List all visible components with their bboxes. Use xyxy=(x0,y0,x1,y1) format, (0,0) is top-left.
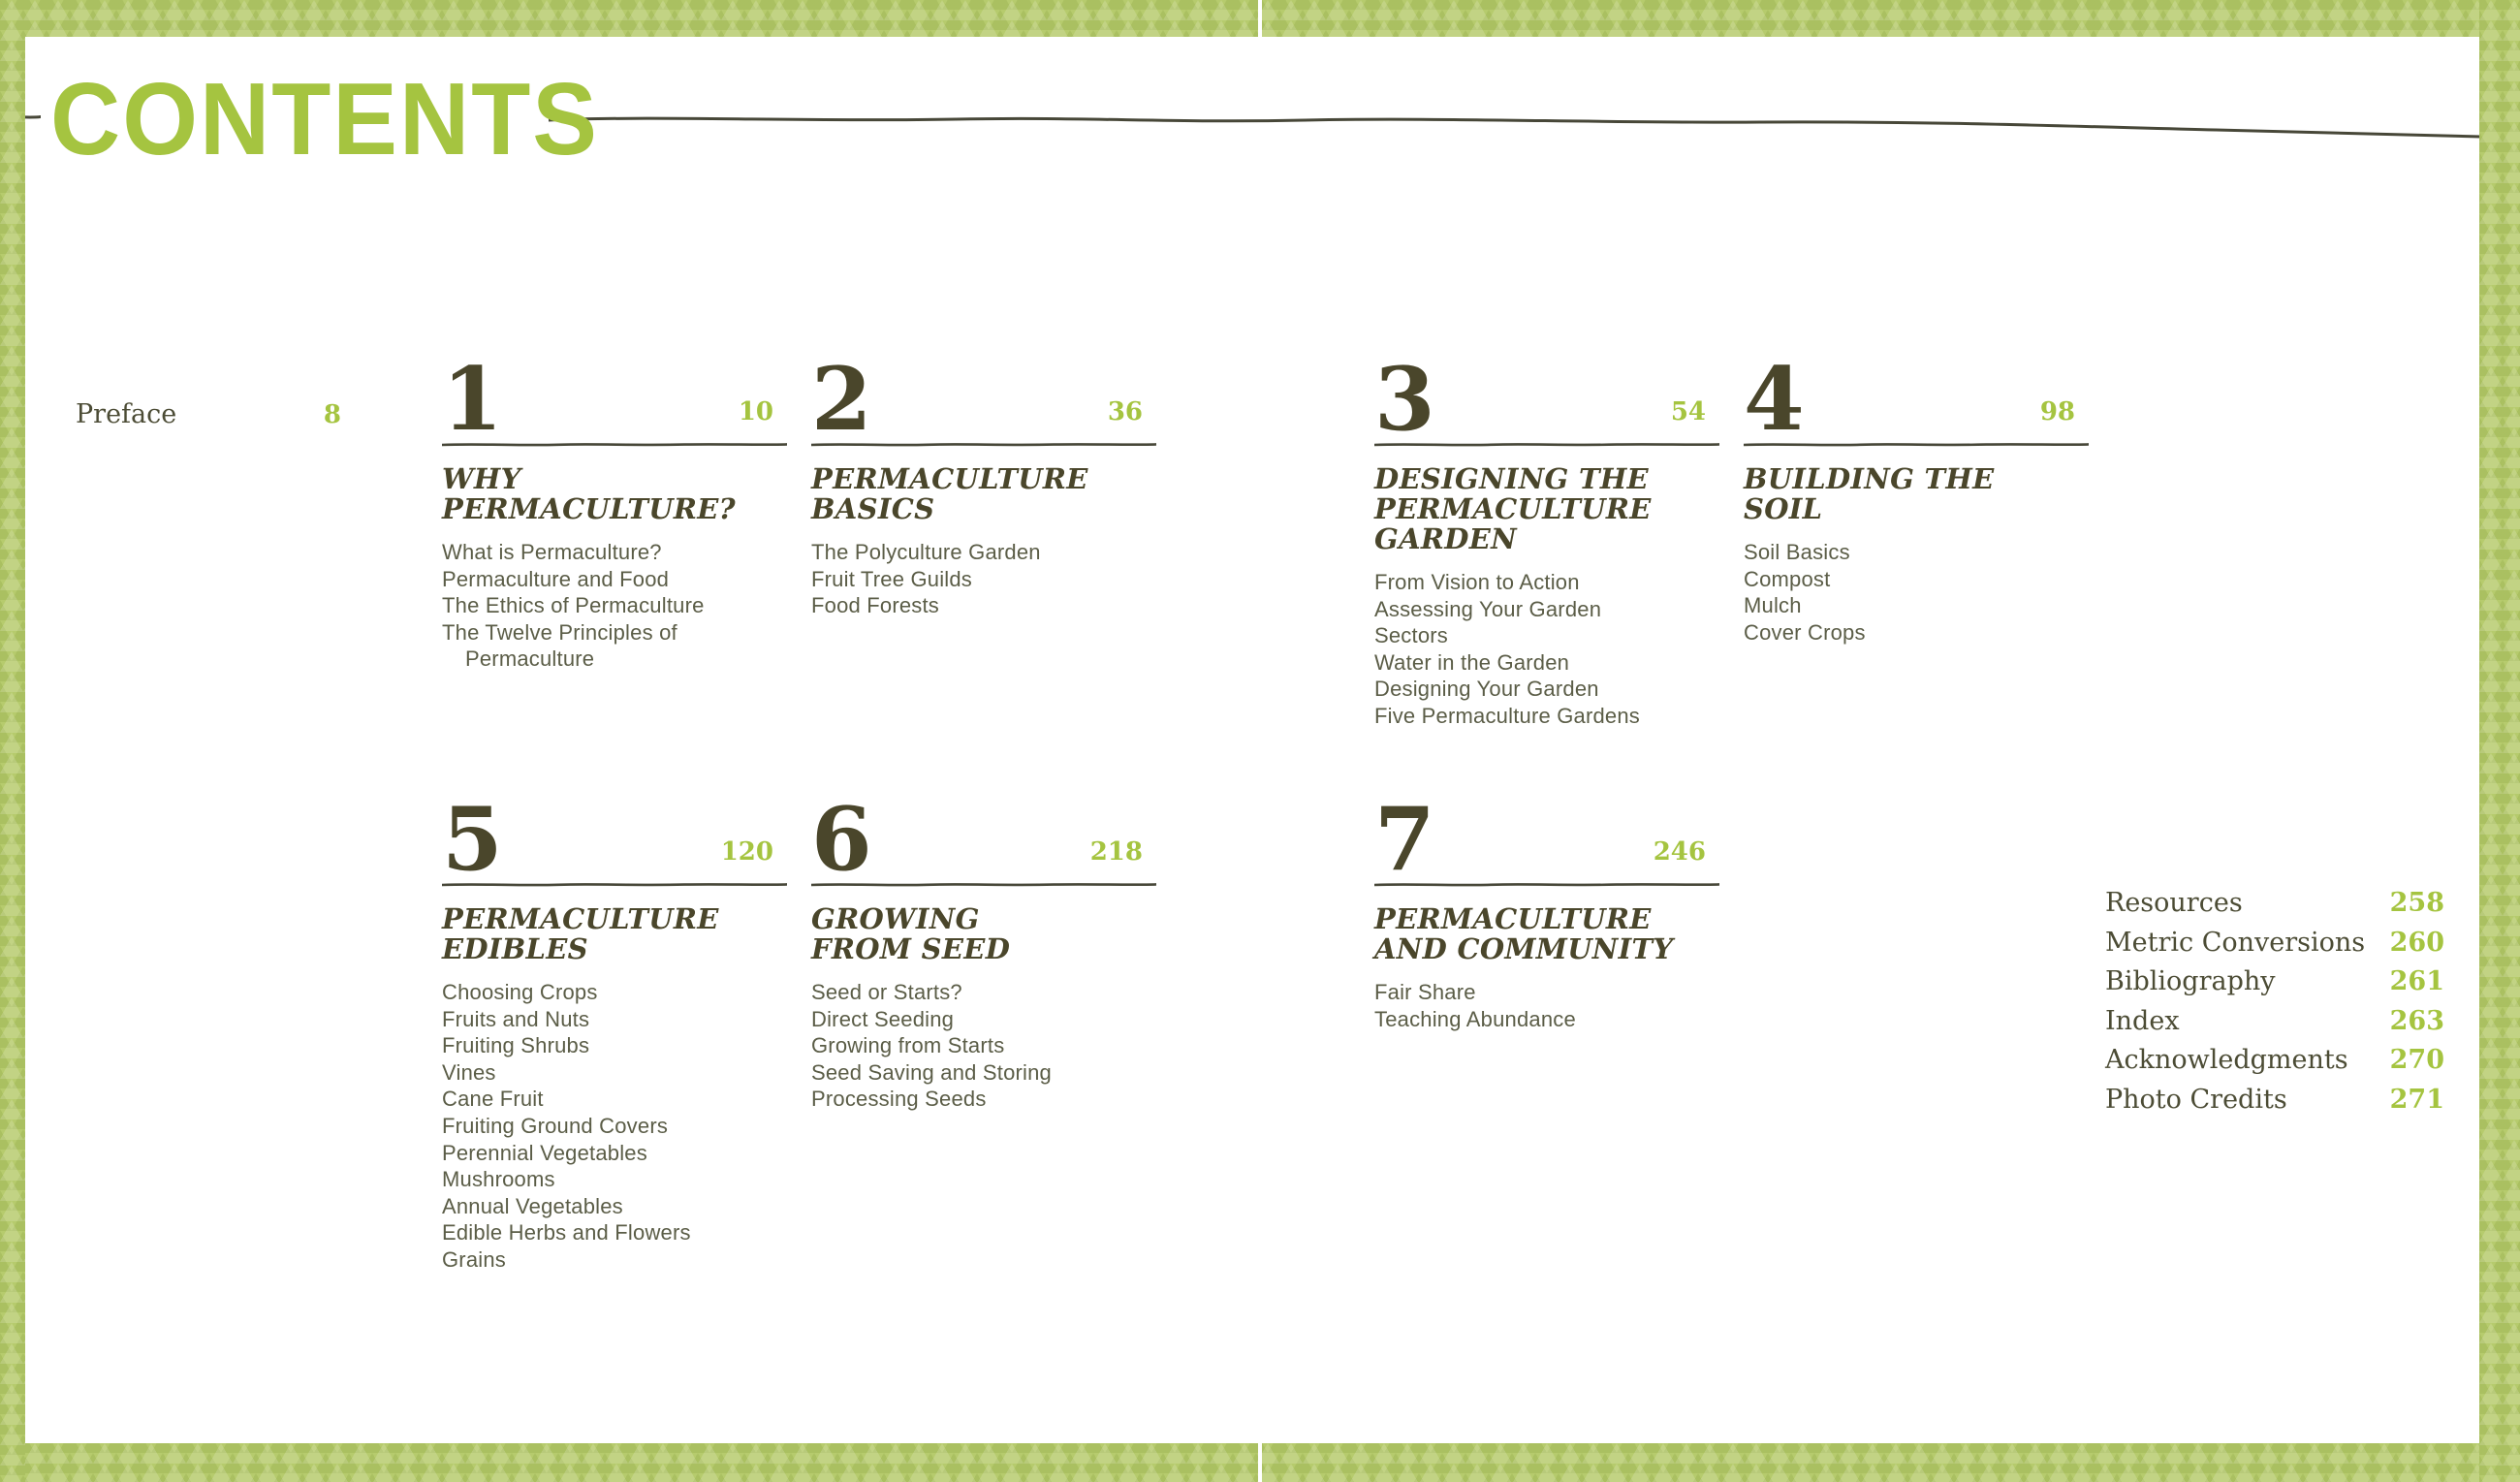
chapter-title-line: BASICS xyxy=(811,492,935,525)
chapter-number: 7 xyxy=(1374,788,1435,891)
chapter-item: Edible Herbs and Flowers xyxy=(442,1220,691,1246)
chapter-title xyxy=(442,464,787,524)
backmatter-label: Resources xyxy=(2105,888,2243,918)
border-right xyxy=(2479,0,2520,1482)
chapter-item: Food Forests xyxy=(811,593,940,618)
chapter-title xyxy=(811,904,1156,964)
preface-page-number: 8 xyxy=(323,400,341,429)
chapter-item: Grains xyxy=(442,1246,506,1272)
chapter-title xyxy=(1744,464,2089,524)
chapter-number: 5 xyxy=(442,788,503,891)
header-rule-right xyxy=(549,109,2520,151)
chapter-number: 4 xyxy=(1744,348,1805,451)
chapter-number: 6 xyxy=(811,788,872,891)
chapter-page-number: 54 xyxy=(1670,397,1706,426)
chapter-item: Sectors xyxy=(1374,623,1448,648)
chapter-title-line: GROWING xyxy=(811,902,980,935)
chapter-item-list xyxy=(1374,979,1719,1032)
chapter-item: Annual Vegetables xyxy=(442,1193,623,1218)
backmatter-row xyxy=(2105,928,2444,958)
chapter-item: Choosing Crops xyxy=(442,980,598,1004)
backmatter-page-number: 261 xyxy=(2389,966,2444,996)
preface-label: Preface xyxy=(76,399,177,429)
chapter-item-list xyxy=(811,539,1156,619)
chapter-block xyxy=(1374,788,1719,1032)
chapter-item: Seed or Starts? xyxy=(811,980,962,1004)
backmatter-label: Photo Credits xyxy=(2105,1084,2287,1115)
chapter-item: Fruit Tree Guilds xyxy=(811,566,973,591)
chapter-title-line: BUILDING THE xyxy=(1744,462,1995,495)
backmatter-label: Metric Conversions xyxy=(2105,927,2366,958)
page-gutter-line-top xyxy=(1258,0,1262,37)
chapter-item: Seed Saving and Storing xyxy=(811,1059,1052,1085)
chapter-item: The Twelve Principles of Permaculture xyxy=(442,619,677,672)
page-title: CONTENTS xyxy=(50,61,599,177)
chapter-item: The Ethics of Permaculture xyxy=(442,593,705,618)
chapter-item: Cane Fruit xyxy=(442,1087,544,1112)
chapter-item: Fair Share xyxy=(1374,980,1476,1004)
chapter-number: 2 xyxy=(811,348,872,451)
chapter-item: Fruiting Shrubs xyxy=(442,1033,590,1058)
chapter-block xyxy=(1744,348,2089,646)
chapter-item-list xyxy=(811,979,1156,1113)
chapter-item: Designing Your Garden xyxy=(1374,677,1599,702)
chapter-item: The Polyculture Garden xyxy=(811,540,1041,564)
chapter-item: Teaching Abundance xyxy=(1374,1006,1576,1031)
chapter-title-line: PERMACULTURE xyxy=(442,902,719,935)
chapter-title-line: DESIGNING THE xyxy=(1374,462,1649,495)
chapter-title xyxy=(1374,904,1719,964)
backmatter-page-number: 260 xyxy=(2389,927,2444,958)
chapter-header xyxy=(442,348,787,451)
chapter-title-line: GARDEN xyxy=(1374,522,1517,555)
preface-row xyxy=(76,399,341,429)
backmatter-page-number: 258 xyxy=(2389,888,2444,918)
chapter-item-list xyxy=(442,539,787,673)
chapter-title-line: PERMACULTURE xyxy=(811,462,1088,495)
backmatter-row xyxy=(2105,966,2444,996)
chapter-item: Vines xyxy=(442,1059,496,1085)
chapter-title-line: AND COMMUNITY xyxy=(1374,932,1674,965)
chapter-number: 1 xyxy=(442,348,503,451)
chapter-title xyxy=(442,904,787,964)
chapter-item: Permaculture and Food xyxy=(442,566,670,591)
chapter-item: Perennial Vegetables xyxy=(442,1140,647,1165)
chapter-item: Five Permaculture Gardens xyxy=(1374,703,1640,728)
chapter-header xyxy=(811,788,1156,891)
chapter-item: Processing Seeds xyxy=(811,1087,987,1112)
chapter-block xyxy=(442,348,787,673)
border-left xyxy=(0,0,25,1482)
page-gutter-line-bottom xyxy=(1258,1443,1262,1482)
backmatter-row xyxy=(2105,1045,2444,1075)
chapter-title-line: FROM SEED xyxy=(811,932,1011,965)
backmatter-row xyxy=(2105,1006,2444,1036)
chapter-item: Direct Seeding xyxy=(811,1006,955,1031)
chapter-item: Fruiting Ground Covers xyxy=(442,1113,669,1138)
chapter-item: Growing from Starts xyxy=(811,1033,1005,1058)
backmatter-label: Bibliography xyxy=(2105,966,2276,996)
chapter-item: From Vision to Action xyxy=(1374,570,1580,594)
chapter-title xyxy=(1374,464,1719,554)
chapter-page-number: 98 xyxy=(2039,397,2075,426)
chapter-header xyxy=(811,348,1156,451)
chapter-item: Assessing Your Garden xyxy=(1374,596,1602,621)
chapter-item-list xyxy=(1374,569,1719,730)
chapter-number: 3 xyxy=(1374,348,1435,451)
backmatter-page-number: 270 xyxy=(2389,1045,2444,1075)
backmatter-label: Acknowledgments xyxy=(2105,1045,2348,1075)
backmatter-row xyxy=(2105,888,2444,918)
chapter-item: Mushrooms xyxy=(442,1167,555,1192)
backmatter-label: Index xyxy=(2105,1005,2180,1036)
chapter-block xyxy=(442,788,787,1274)
backmatter-page-number: 271 xyxy=(2389,1084,2444,1115)
backmatter-page-number: 263 xyxy=(2389,1005,2444,1036)
chapter-page-number: 246 xyxy=(1653,837,1706,867)
chapter-header xyxy=(442,788,787,891)
chapter-title-line: SOIL xyxy=(1744,492,1823,525)
chapter-header xyxy=(1374,348,1719,451)
backmatter-list xyxy=(2105,888,2444,1123)
chapter-page-number: 10 xyxy=(738,397,773,426)
chapter-title-line: WHY xyxy=(442,462,521,495)
chapter-item-list xyxy=(442,979,787,1274)
chapter-item: What is Permaculture? xyxy=(442,540,662,564)
chapter-item: Mulch xyxy=(1744,593,1802,618)
chapter-block xyxy=(811,348,1156,619)
chapter-page-number: 120 xyxy=(720,837,773,867)
chapter-block xyxy=(1374,348,1719,730)
chapter-header xyxy=(1744,348,2089,451)
chapter-item-list xyxy=(1744,539,2089,646)
chapter-page-number: 218 xyxy=(1089,837,1143,867)
chapter-title-line: PERMACULTURE xyxy=(1374,902,1652,935)
chapter-item: Water in the Garden xyxy=(1374,649,1570,675)
chapter-item: Fruits and Nuts xyxy=(442,1006,590,1031)
chapter-title-line: EDIBLES xyxy=(442,932,588,965)
chapter-title-line: PERMACULTURE xyxy=(1374,492,1652,525)
chapter-page-number: 36 xyxy=(1107,397,1143,426)
chapter-item: Soil Basics xyxy=(1744,540,1850,564)
chapter-item: Cover Crops xyxy=(1744,619,1866,645)
chapter-header xyxy=(1374,788,1719,891)
chapter-title xyxy=(811,464,1156,524)
backmatter-row xyxy=(2105,1085,2444,1115)
chapter-item: Compost xyxy=(1744,566,1831,591)
chapter-title-line: PERMACULTURE? xyxy=(442,492,736,525)
chapter-block xyxy=(811,788,1156,1113)
